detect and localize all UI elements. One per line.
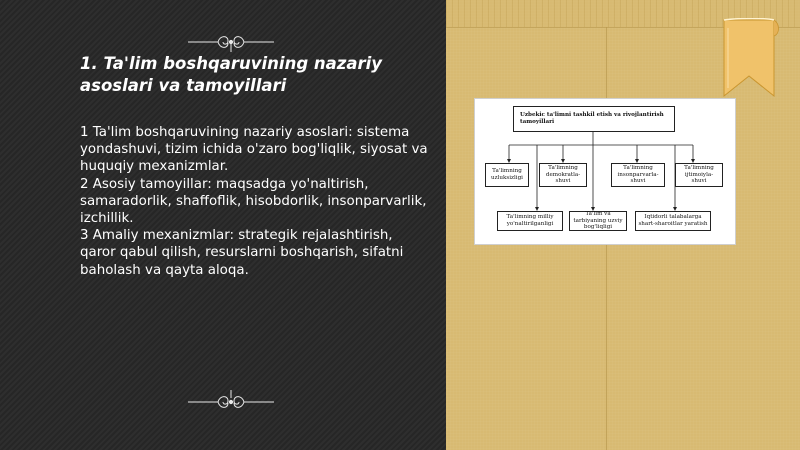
body-line-2: 2 Asosiy tamoyillar: maqsadga yo'naltirish, samaradorlik, shaffoflik, hisobdorlik, insonparvarlik, izchillik. bbox=[80, 176, 427, 227]
diagram-node: Ta'limning milliy yo'naltirilganligi bbox=[497, 211, 563, 231]
diagram-node: Ta'limning demokratla-shuvi bbox=[539, 163, 587, 187]
diagram-node: Ta'lim va tarbiyaning uzviy bog'liqligi bbox=[569, 211, 627, 231]
diagram-node: Ta'limning uzluksizligi bbox=[485, 163, 529, 187]
scroll-ornament-icon bbox=[186, 390, 276, 412]
bookmark-ribbon-icon bbox=[718, 18, 780, 98]
diagram-node: Iqtidorli talabalarga shart-sharoitlar yaratish bbox=[635, 211, 711, 231]
slide-body bbox=[80, 124, 430, 279]
body-line-3: 3 Amaliy mexanizmlar: strategik rejalashtirish, qaror qabul qilish, resurslarni boshqarish, sifatni baholash va qayta aloqa. bbox=[80, 228, 404, 278]
diagram-node-root: Uzbekic ta'limni tashkil etish va rivojlantirish tamoyillari bbox=[513, 106, 675, 132]
diagram-node: Ta'limning ijtimoiyla-shuvi bbox=[675, 163, 723, 187]
body-line-1: 1 Ta'lim boshqaruvining nazariy asoslari: sistema yondashuvi, tizim ichida o'zaro bog'liqlik, siyosat va huquqiy mexanizmlar. bbox=[80, 125, 428, 175]
diagram-image bbox=[474, 98, 736, 245]
slide-title: 1. Ta'lim boshqaruvining nazariy asoslari va tamoyillari bbox=[80, 54, 383, 95]
scroll-ornament-icon bbox=[186, 31, 276, 53]
diagram-node: Ta'limning insonparvarla-shuvi bbox=[611, 163, 665, 187]
